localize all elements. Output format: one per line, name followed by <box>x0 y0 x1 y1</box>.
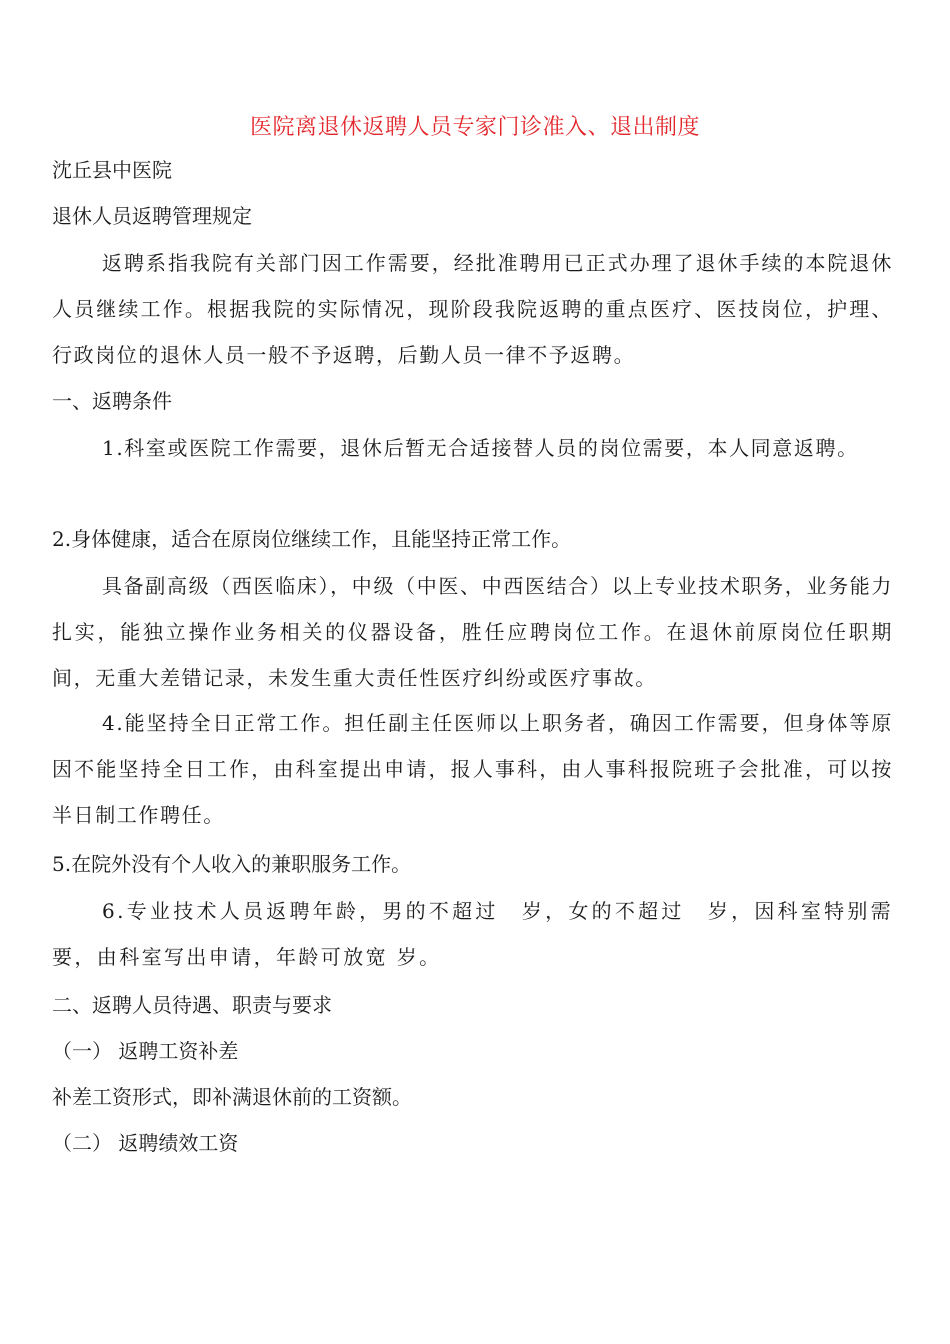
subsection-text-salary: 补差工资形式，即补满退休前的工资额。 <box>52 1085 412 1109</box>
condition-item-1: 1.科室或医院工作需要，退休后暂无合适接替人员的岗位需要，本人同意返聘。 <box>102 436 859 460</box>
subsection-heading-salary: （一） 返聘工资补差 <box>52 1039 239 1063</box>
section-heading-benefits: 二、返聘人员待遇、职责与要求 <box>52 993 332 1017</box>
section-heading-conditions: 一、返聘条件 <box>52 389 172 413</box>
condition-item-5: 5.在院外没有个人收入的兼职服务工作。 <box>52 852 412 876</box>
document-subtitle: 退休人员返聘管理规定 <box>52 204 252 228</box>
condition-item-6: 6.专业技术人员返聘年龄，男的不超过 岁，女的不超过 岁，因科室特别需要，由科室写出申请，年龄可放宽 岁。 <box>52 899 893 969</box>
condition-item-3: 具备副高级（西医临床），中级（中医、中西医结合）以上专业技术职务，业务能力扎实，能独立操作业务相关的仪器设备，胜任应聘岗位工作。在退休前原岗位任职期间，无重大差错记录，未发生重大责任性医疗纠纷或医疗事故。 <box>52 574 893 690</box>
organization-name: 沈丘县中医院 <box>52 158 172 182</box>
document-title: 医院离退休返聘人员专家门诊准入、退出制度 <box>249 115 700 140</box>
intro-paragraph: 返聘系指我院有关部门因工作需要，经批准聘用已正式办理了退休手续的本院退休人员继续工作。根据我院的实际情况，现阶段我院返聘的重点医疗、医技岗位，护理、行政岗位的退休人员一般不予返聘，后勤人员一律不予返聘。 <box>52 251 893 367</box>
condition-item-2: 2.身体健康，适合在原岗位继续工作，且能坚持正常工作。 <box>52 527 572 551</box>
subsection-heading-performance: （二） 返聘绩效工资 <box>52 1131 239 1155</box>
condition-item-4: 4.能坚持全日正常工作。担任副主任医师以上职务者，确因工作需要，但身体等原因不能坚持全日工作，由科室提出申请，报人事科，由人事科报院班子会批准，可以按半日制工作聘任。 <box>52 711 893 827</box>
